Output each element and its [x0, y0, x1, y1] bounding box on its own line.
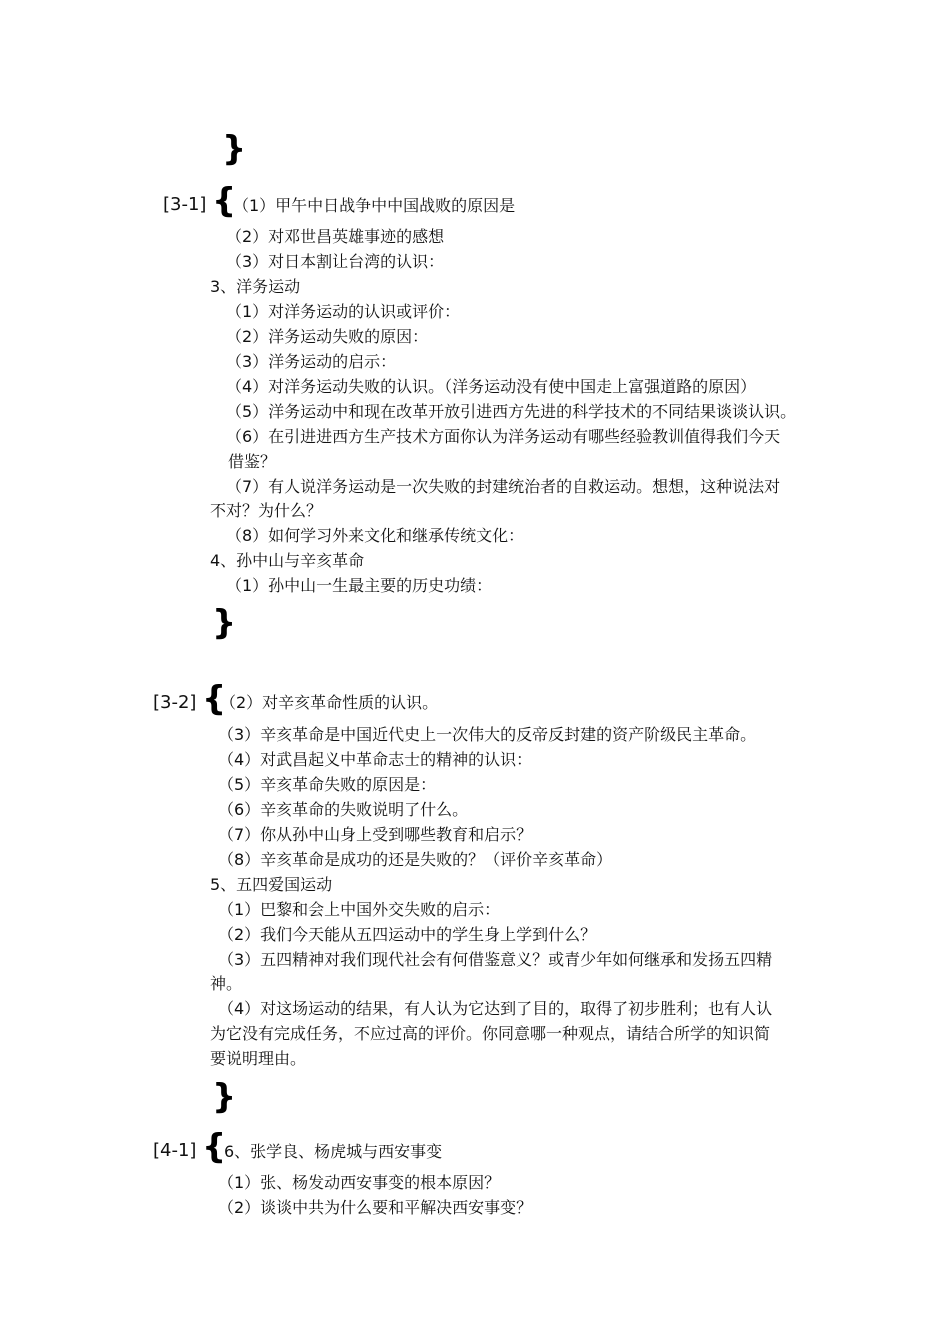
text-line: （3）五四精神对我们现代社会有何借鉴意义？或青少年如何继承和发扬五四精 — [218, 950, 773, 969]
closing-brace: } — [222, 129, 247, 169]
text-line: （2）谈谈中共为什么要和平解决西安事变？ — [218, 1198, 533, 1217]
text-line: （5）辛亥革命失败的原因是： — [218, 775, 437, 794]
section-heading: 3、洋务运动 — [210, 277, 301, 296]
text-line: （6）在引进进西方生产技术方面你认为洋务运动有哪些经验教训值得我们今天 — [226, 427, 781, 446]
text-line: （1）对洋务运动的认识或评价： — [226, 302, 461, 321]
text-line: （4）对武昌起义中革命志士的精神的认识： — [218, 750, 533, 769]
closing-brace: } — [212, 1077, 237, 1117]
text-line: （2）对辛亥革命性质的认识。 — [220, 693, 439, 712]
text-line: （2）对邓世昌英雄事迹的感想 — [226, 227, 445, 246]
text-line: （1）甲午中日战争中中国战败的原因是 — [233, 196, 516, 215]
opening-brace: { — [202, 1127, 227, 1167]
text-line: （7）你从孙中山身上受到哪些教育和启示？ — [218, 825, 533, 844]
text-line: （6）辛亥革命的失败说明了什么。 — [218, 800, 469, 819]
section-heading: 6、张学良、杨虎城与西安事变 — [224, 1142, 443, 1161]
text-line: 为它没有完成任务，不应过高的评价。你同意哪一种观点，请结合所学的知识简 — [210, 1024, 771, 1043]
opening-brace: { — [202, 679, 227, 719]
text-line: （1）张、杨发动西安事变的根本原因？ — [218, 1173, 501, 1192]
text-line: （5）洋务运动中和现在改革开放引进西方先进的科学技术的不同结果谈谈认识。 — [226, 402, 797, 421]
section-marker-3-2: [3-2] — [153, 692, 197, 713]
text-line: （7）有人说洋务运动是一次失败的封建统治者的自救运动。想想，这种说法对 — [226, 477, 781, 496]
section-heading: 4、孙中山与辛亥革命 — [210, 551, 365, 570]
text-line: （8）如何学习外来文化和继承传统文化： — [226, 526, 525, 545]
text-line: （3）辛亥革命是中国近代史上一次伟大的反帝反封建的资产阶级民主革命。 — [218, 725, 757, 744]
text-line: （1）孙中山一生最主要的历史功绩： — [226, 576, 493, 595]
text-line: 神。 — [210, 974, 243, 993]
text-line: 不对？为什么？ — [210, 501, 323, 520]
text-line: （3）对日本割让台湾的认识： — [226, 252, 445, 271]
text-line: （4）对洋务运动失败的认识。（洋务运动没有使中国走上富强道路的原因） — [226, 377, 757, 396]
text-line: 要说明理由。 — [210, 1049, 307, 1068]
section-marker-4-1: [4-1] — [153, 1140, 197, 1161]
section-marker-3-1: [3-1] — [163, 194, 207, 215]
text-line: （1）巴黎和会上中国外交失败的启示： — [218, 900, 501, 919]
text-line: （4）对这场运动的结果，有人认为它达到了目的，取得了初步胜利；也有人认 — [218, 999, 773, 1018]
section-heading: 5、五四爱国运动 — [210, 875, 333, 894]
text-line: （2）洋务运动失败的原因： — [226, 327, 429, 346]
text-line: （8）辛亥革命是成功的还是失败的？（评价辛亥革命） — [218, 850, 613, 869]
text-line: （2）我们今天能从五四运动中的学生身上学到什么？ — [218, 925, 597, 944]
text-line: （3）洋务运动的启示： — [226, 352, 397, 371]
closing-brace: } — [212, 603, 237, 643]
text-line: 借鉴？ — [228, 452, 277, 471]
opening-brace: { — [212, 181, 237, 221]
